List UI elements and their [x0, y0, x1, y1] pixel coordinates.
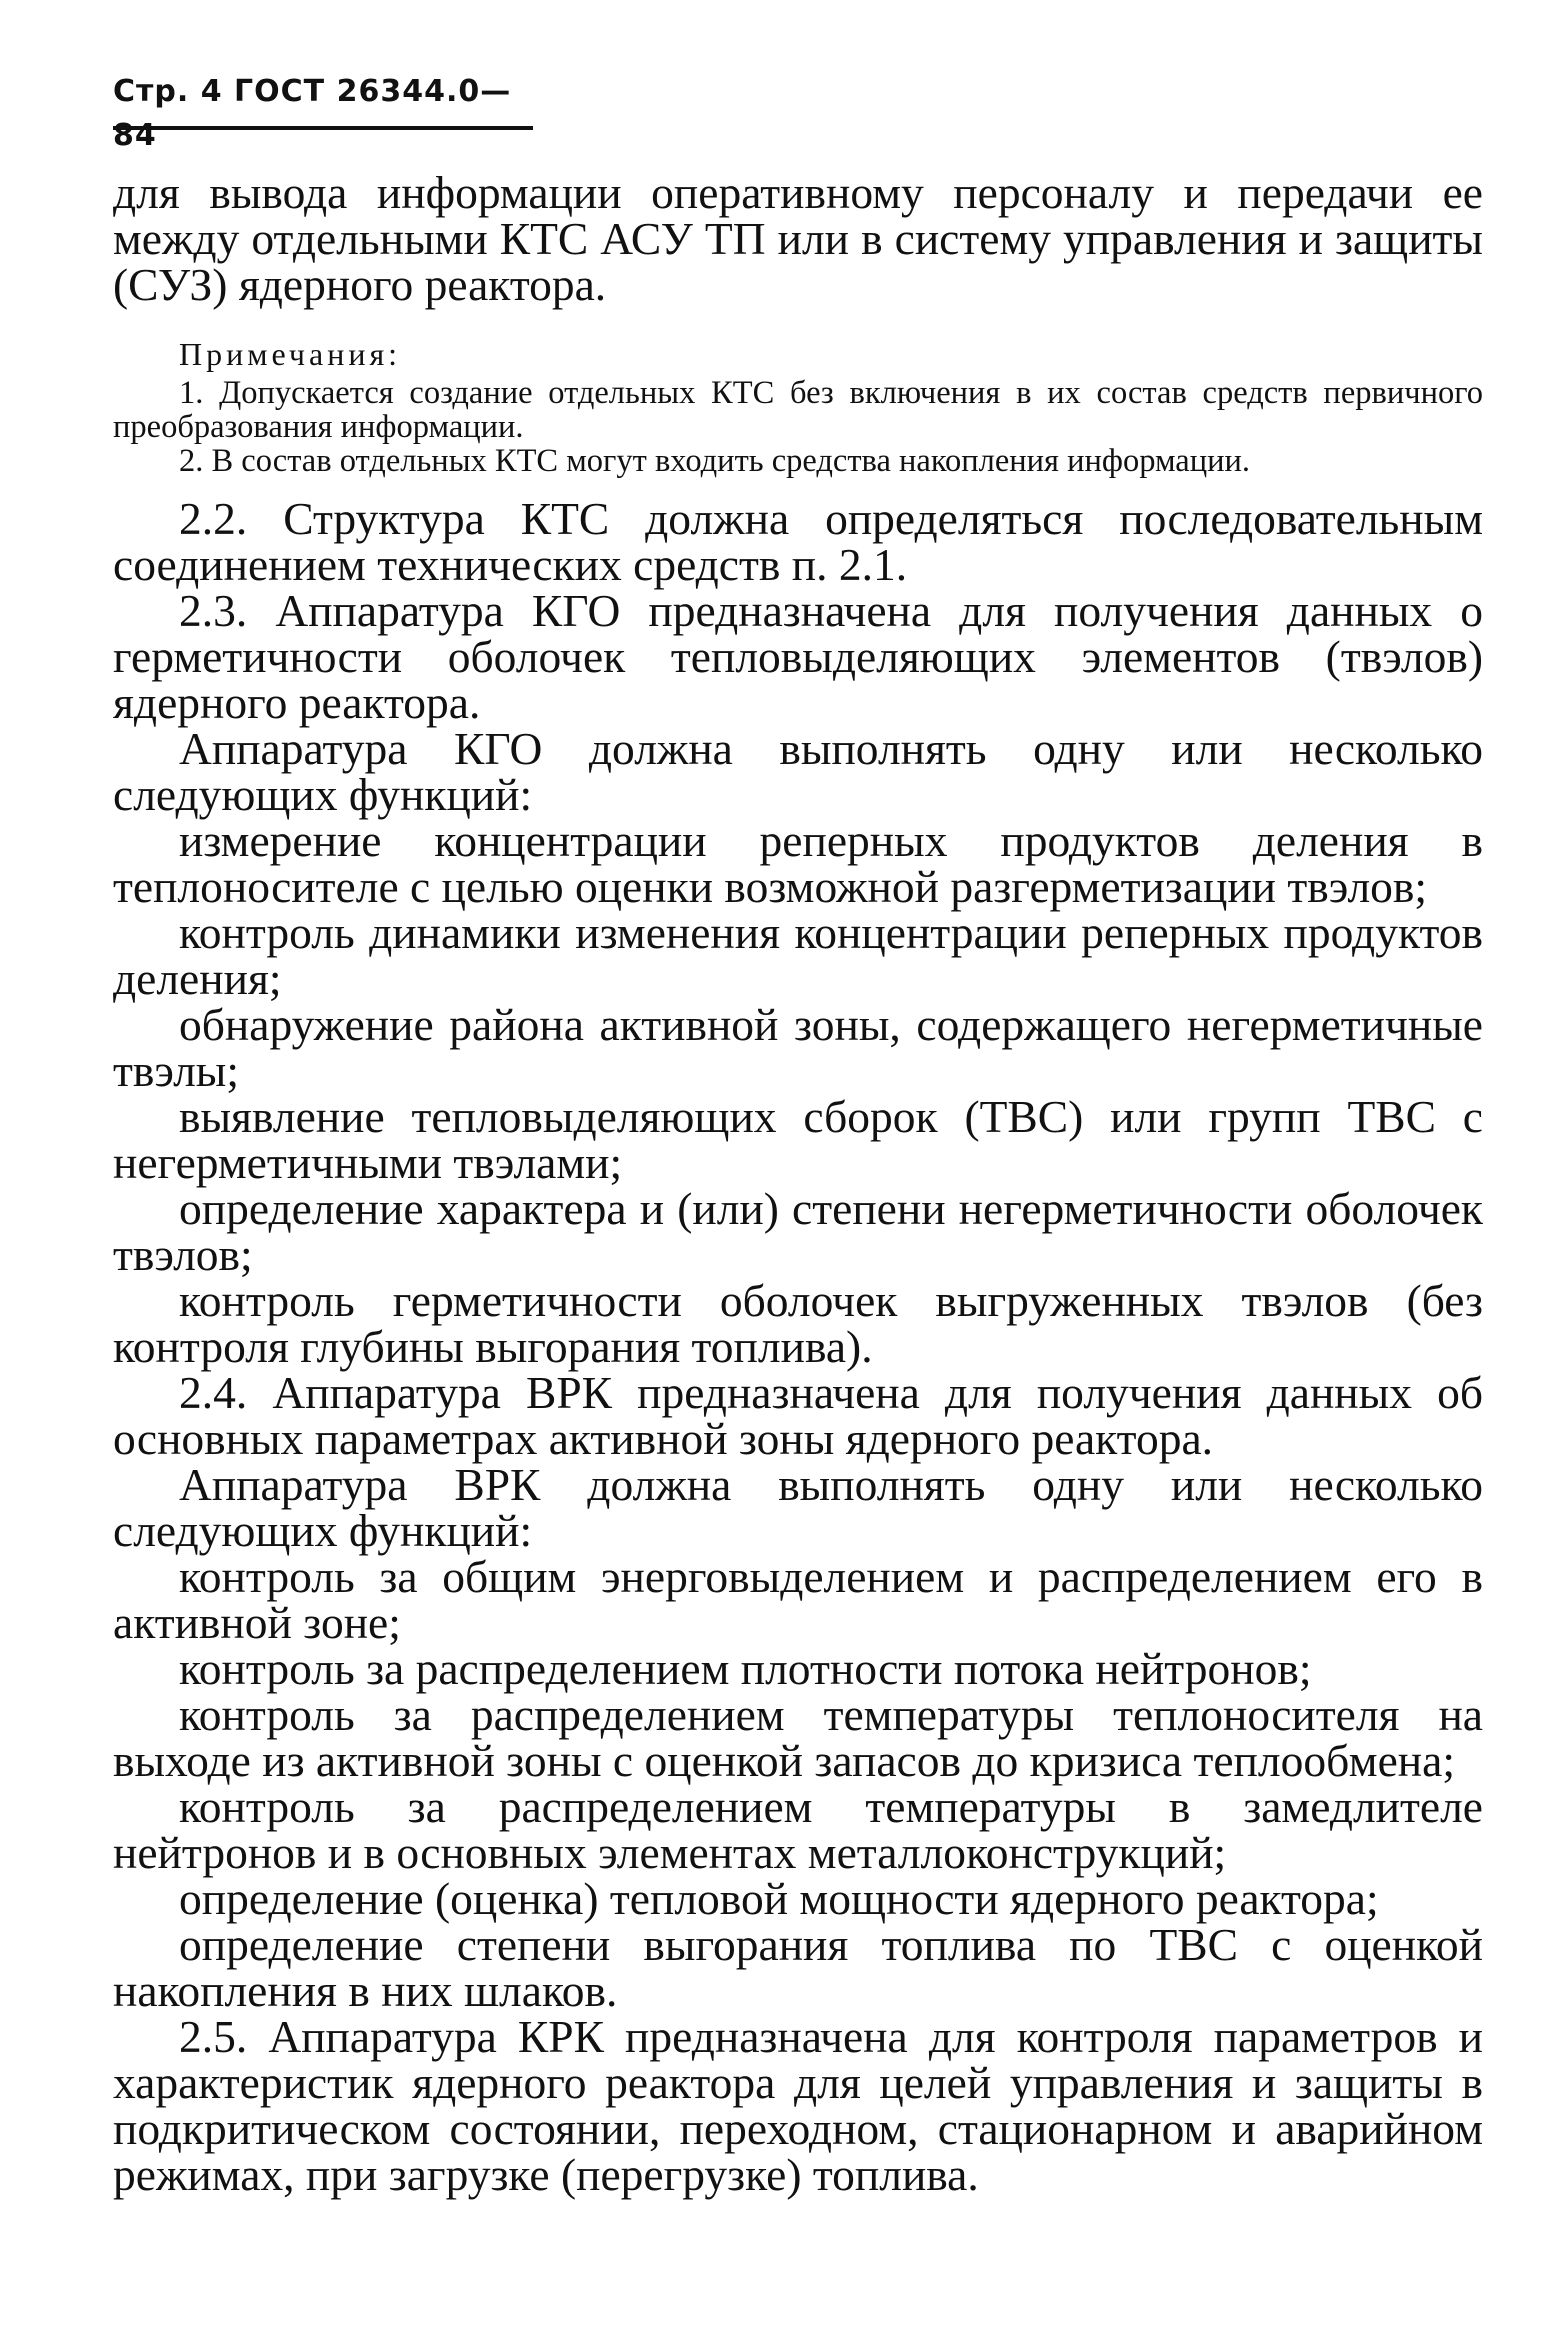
function-list-item: определение характера и (или) степени негерметичности оболочек твэлов;	[113, 1183, 1483, 1280]
section-2-3-paragraph: 2.3. Аппаратура КГО предназначена для получения данных о герметичности оболочек тепловыделяющих элементов (твэлов) ядерного реактора.	[113, 585, 1483, 728]
document-page	[113, 70, 1483, 2198]
function-list-item: контроль за распределением температуры в замедлителе нейтронов и в основных элементах металлоконструкций;	[113, 1781, 1483, 1878]
section-2-4-functions-intro: Аппаратура ВРК должна выполнять одну или несколько следующих функций:	[113, 1459, 1483, 1556]
notes-title: Примечания:	[179, 336, 402, 372]
page-header: Стр. 4 ГОСТ 26344.0—84	[113, 70, 533, 130]
function-list-item: контроль динамики изменения концентрации реперных продуктов деления;	[113, 907, 1483, 1004]
function-list-item: выявление тепловыделяющих сборок (ТВС) или групп ТВС с негерметичными твэлами;	[113, 1091, 1483, 1188]
section-2-2: 2.2. Структура КТС должна определяться последовательным соединением технических средств п. 2.1.	[113, 493, 1483, 590]
section-2-3-functions-intro: Аппаратура КГО должна выполнять одну или несколько следующих функций:	[113, 723, 1483, 820]
function-list-item: контроль за распределением температуры теплоносителя на выходе из активной зоны с оценкой запасов до кризиса теплообмена;	[113, 1689, 1483, 1786]
intro-paragraph: для вывода информации оперативному персоналу и передачи ее между отдельными КТС АСУ ТП или в систему управления и защиты (СУЗ) ядерного реактора.	[113, 167, 1483, 310]
function-list-item: контроль герметичности оболочек выгруженных твэлов (без контроля глубины выгорания топлива).	[113, 1275, 1483, 1372]
function-list-item: контроль за общим энерговыделением и распределением его в активной зоне;	[113, 1551, 1483, 1648]
function-list-item: определение (оценка) тепловой мощности ядерного реактора;	[179, 1873, 1379, 1924]
section-2-5: 2.5. Аппаратура КРК предназначена для контроля параметров и характеристик ядерного реактора для целей управления и защиты в подкритическом состоянии, переходном, стационарном и аварийном режимах, при загрузке (перегрузке) топлива.	[113, 2011, 1483, 2200]
note-item: 1. Допускается создание отдельных КТС без включения в их состав средств первичного преобразования информации.	[113, 375, 1483, 445]
function-list-item: определение степени выгорания топлива по ТВС с оценкой накопления в них шлаков.	[113, 1919, 1483, 2016]
section-2-4-paragraph: 2.4. Аппаратура ВРК предназначена для получения данных об основных параметрах активной зоны ядерного реактора.	[113, 1367, 1483, 1464]
note-item: 2. В состав отдельных КТС могут входить средства накопления информации.	[179, 443, 1251, 479]
function-list-item: контроль за распределением плотности потока нейтронов;	[179, 1643, 1312, 1694]
function-list-item: обнаружение района активной зоны, содержащего негерметичные твэлы;	[113, 999, 1483, 1096]
notes-block	[113, 336, 1483, 478]
function-list-item: измерение концентрации реперных продуктов деления в теплоносителе с целью оценки возможной разгерметизации твэлов;	[113, 815, 1483, 912]
document-body	[113, 167, 1483, 2200]
